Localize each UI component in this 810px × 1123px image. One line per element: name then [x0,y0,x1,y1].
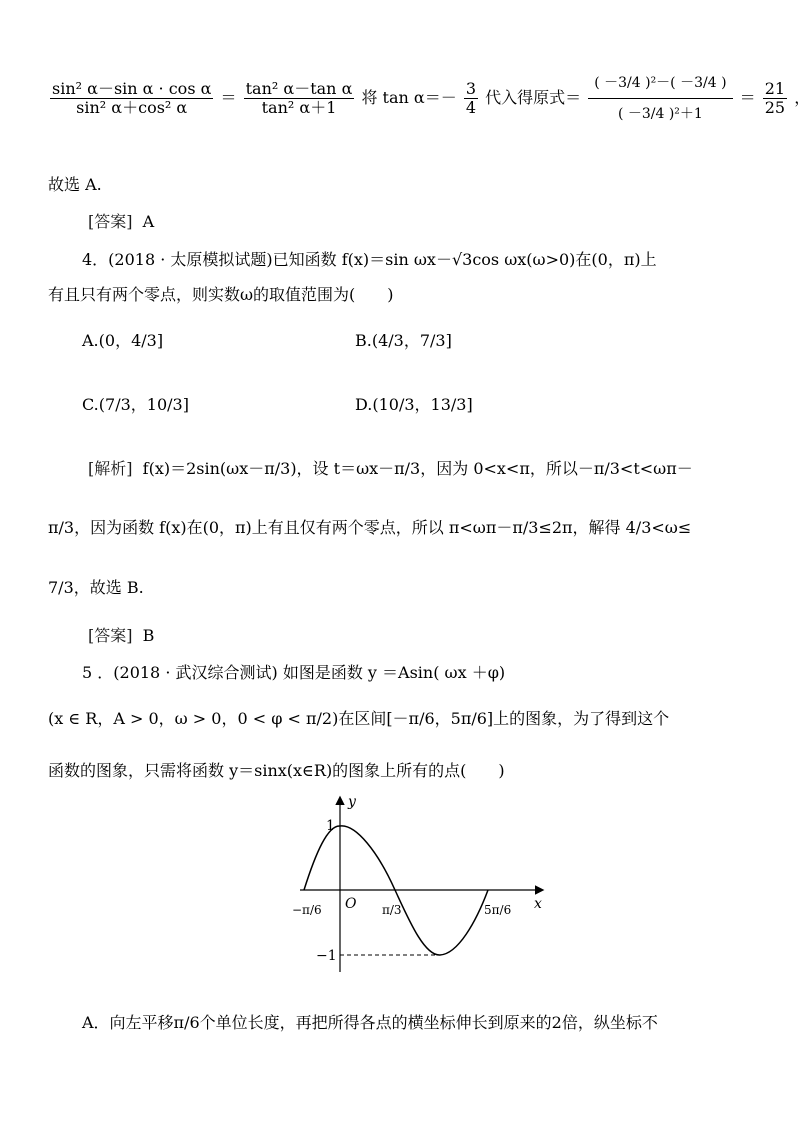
q5-stem-3: 函数的图象，只需将函数 y＝sinx(x∈R)的图象上所有的点( ) [48,761,505,780]
sine-graph [290,792,550,982]
fraction-sin: $\frac{\text{sin² α－sin α · cos α}}{\text{sin² α＋cos² α}}$ [52,79,212,117]
q4-analysis-3: 7/3，故选 B. [48,578,144,597]
q4-option-b: B.(4/3，7/3] [355,331,452,350]
y-one-label: 1 [326,818,335,834]
top-formula-line: $\frac{\text{sin² α－sin α · cos α}}{\text{sin² α＋cos² α}}$ ＝ $\frac{\text{tan² α－tan α}}{\text{tan² α＋1}}$ 将 tan α＝－ $\frac{3}{4}$ 代入得原式＝ $\frac{\text{( －3/4 )²－( －3/4 )}}{\text{( －3/4 )²＋1}}$ ＝ $\frac{21}{25}$ ， [48,60,810,137]
tick-neg-pi-6: −π/6 [292,903,322,917]
q3-answer: [答案] A [88,212,155,231]
q4-answer: [答案] B [88,626,155,645]
origin-label: O [345,896,357,912]
fraction-three-fourths: $\frac{3}{4}$ [465,79,477,117]
tick-pi-3: π/3 [382,903,402,917]
q5-option-a: A．向左平移π/6个单位长度，再把所得各点的横坐标伸长到原来的2倍，纵坐标不 [82,1013,658,1032]
x-axis-label: x [534,896,542,912]
y-axis-label: y [348,794,356,810]
q5-stem-2: (x ∈ R，A > 0，ω > 0，0 < φ < π/2)在区间[－π/6，5π/6]上的图象，为了得到这个 [48,709,670,728]
tick-5pi-6: 5π/6 [484,903,512,917]
q4-option-c: C.(7/3，10/3] [82,395,189,414]
q4-stem-1: 4．(2018 · 太原模拟试题)已知函数 f(x)＝sin ωx－√3cos ωx(ω>0)在(0，π)上 [82,250,657,269]
fraction-result: $\frac{21}{25}$ [764,79,786,117]
q4-stem-2: 有且只有两个零点，则实数ω的取值范围为( ) [48,285,394,304]
fraction-tan: $\frac{\text{tan² α－tan α}}{\text{tan² α＋1}}$ [245,79,353,117]
q4-analysis-2: π/3，因为函数 f(x)在(0，π)上有且仅有两个零点，所以 π<ωπ－π/3≤2π，解得 4/3<ω≤ [48,518,692,537]
fraction-substituted: $\frac{\text{( －3/4 )²－( －3/4 )}}{\text{( －3/4 )²＋1}}$ [588,60,732,137]
q4-option-a: A.(0，4/3] [82,331,164,350]
y-neg-one-label: −1 [316,948,337,964]
q4-analysis-1: [解析] f(x)＝2sin(ωx－π/3)，设 t＝ωx－π/3，因为 0<x<π，所以－π/3<t<ωπ－ [88,459,693,478]
q4-option-d: D.(10/3，13/3] [355,395,473,414]
q3-conclusion: 故选 A. [48,175,102,194]
q5-stem-1: 5 ．(2018 · 武汉综合测试) 如图是函数 y ＝Asin( ωx ＋φ) [82,663,506,682]
